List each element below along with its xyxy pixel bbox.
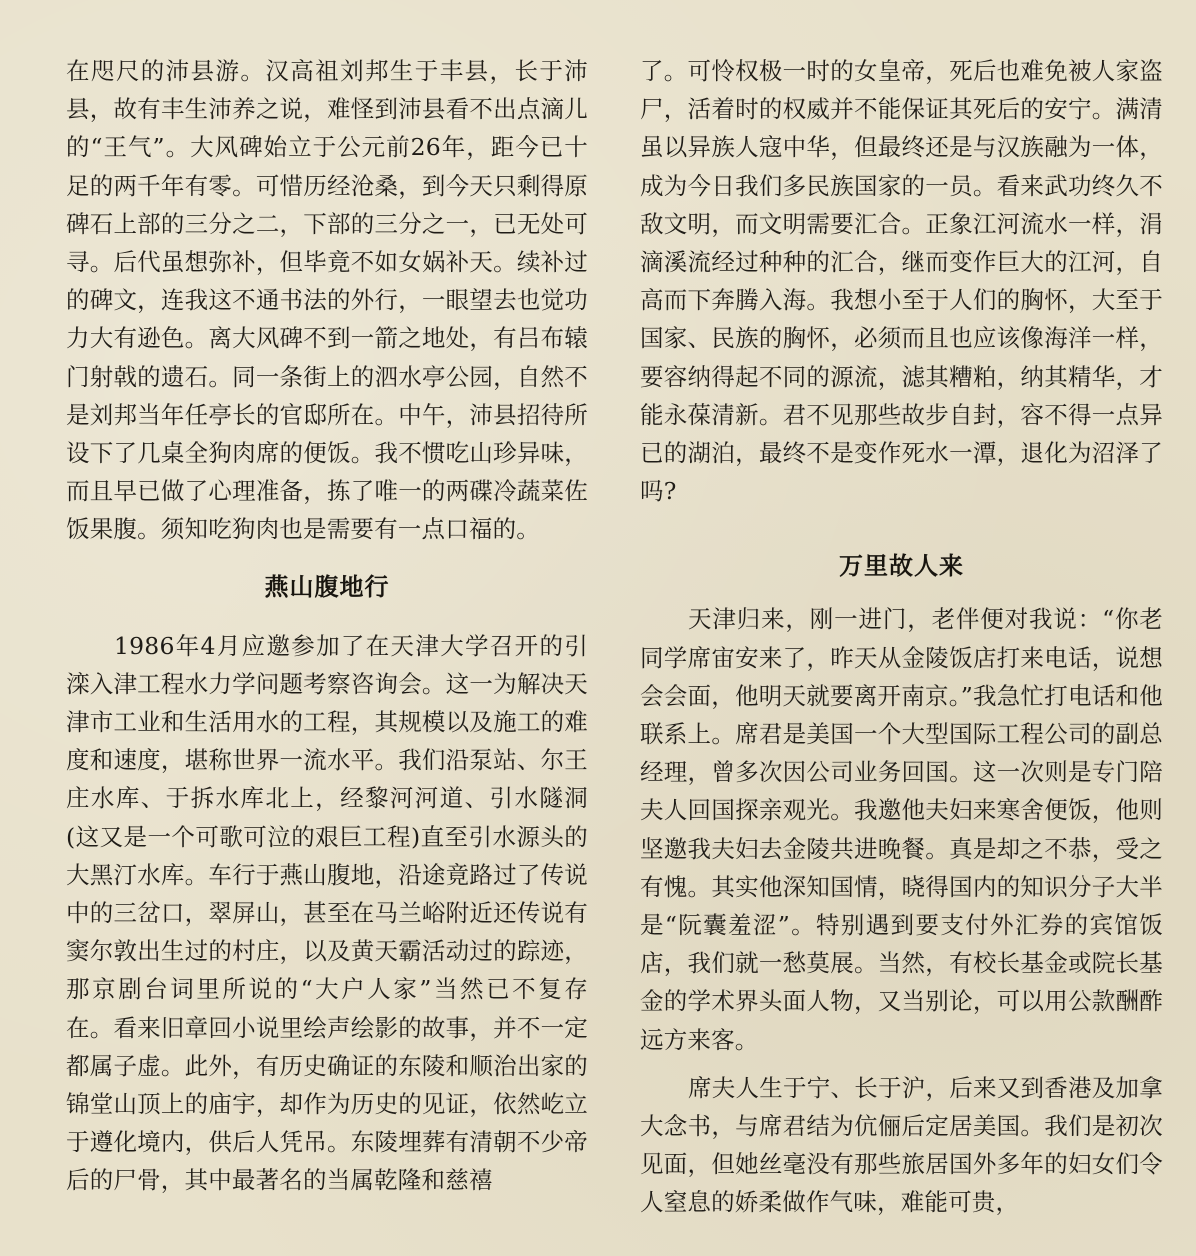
left-column xyxy=(66,52,588,1200)
right-column xyxy=(640,52,1163,1222)
left-paragraph-1: 在咫尺的沛县游。汉高祖刘邦生于丰县，长于沛县，故有丰生沛养之说，难怪到沛县看不出点滴儿的“王气”。大风碑始立于公元前26年，距今已十足的两千年有零。可惜历经沧桑，到今天只剩得原碑石上部的三分之二，下部的三分之一，已无处可寻。后代虽想弥补，但毕竟不如女娲补天。续补过的碑文，连我这不通书法的外行，一眼望去也觉功力大有逊色。离大风碑不到一箭之地处，有吕布辕门射戟的遗石。同一条街上的泗水亭公园，自然不是刘邦当年任亭长的官邸所在。中午，沛县招待所设下了几桌全狗肉席的便饭。我不惯吃山珍异味，而且早已做了心理准备，拣了唯一的两碟冷蔬菜佐饭果腹。须知吃狗肉也是需要有一点口福的。 xyxy=(66,57,588,544)
section-title-old-friend: 万里故人来 xyxy=(839,552,964,581)
right-paragraph-1: 了。可怜权极一时的女皇帝，死后也难免被人家盗尸，活着时的权威并不能保证其死后的安宁。满清虽以异族人寇中华，但最终还是与汉族融为一体，成为今日我们多民族国家的一员。看来武功终久不敌文明，而文明需要汇合。正象江河流水一样，涓滴溪流经过种种的汇合，继而变作巨大的江河，自高而下奔腾入海。我想小至于人们的胸怀，大至于国家、民族的胸怀，必须而且也应该像海洋一样，要容纳得起不同的源流，滤其糟粕，纳其精华，才能永葆清新。君不见那些故步自封，容不得一点异已的湖泊，最终不是变作死水一潭，退化为沼泽了吗? xyxy=(640,57,1163,506)
paragraph-gap xyxy=(640,1059,1163,1069)
right-paragraph-2: 天津归来，刚一进门，老伴便对我说：“你老同学席宙安来了，昨天从金陵饭店打来电话，说想会会面，他明天就要离开南京。”我急忙打电话和他联系上。席君是美国一个大型国际工程公司的副总经理，曾多次因公司业务回国。这一次则是专门陪夫人回国探亲观光。我邀他夫妇来寒舍便饭，他则坚邀我夫妇去金陵共进晚餐。真是却之不恭，受之有愧。其实他深知国情，晓得国内的知识分子大半是“阮囊羞涩”。特别遇到要支付外汇券的宾馆饭店，我们就一愁莫展。当然，有校长基金或院长基金的学术界头面人物，又当别论，可以用公款酬酢远方来客。 xyxy=(640,605,1163,1054)
right-paragraph-3: 席夫人生于宁、长于沪，后来又到香港及加拿大念书，与席君结为伉俪后定居美国。我们是初次见面，但她丝毫没有那些旅居国外多年的妇女们令人窒息的娇柔做作气味，难能可贵， xyxy=(640,1073,1163,1217)
left-paragraph-2: 1986年4月应邀参加了在天津大学召开的引滦入津工程水力学问题考察咨询会。这一为解决天津市工业和生活用水的工程，其规模以及施工的难度和速度，堪称世界一流水平。我们沿泵站、尔王庄水库、于拆水库北上，经黎河河道、引水隧洞(这又是一个可歌可泣的艰巨工程)直至引水源头的大黑汀水库。车行于燕山腹地，沿途竟路过了传说中的三岔口，翠屏山，甚至在马兰峪附近还传说有窦尔敦出生过的村庄，以及黄天霸活动过的踪迹，那京剧台词里所说的“大户人家”当然已不复存在。看来旧章回小说里绘声绘影的故事，并不一定都属子虚。此外，有历史确证的东陵和顺治出家的锦堂山顶上的庙宇，却作为历史的见证，依然屹立于遵化境内，供后人凭吊。东陵埋葬有清朝不少帝后的尸骨，其中最著名的当属乾隆和慈禧 xyxy=(66,631,588,1195)
section-title-yanshan: 燕山腹地行 xyxy=(264,572,390,601)
